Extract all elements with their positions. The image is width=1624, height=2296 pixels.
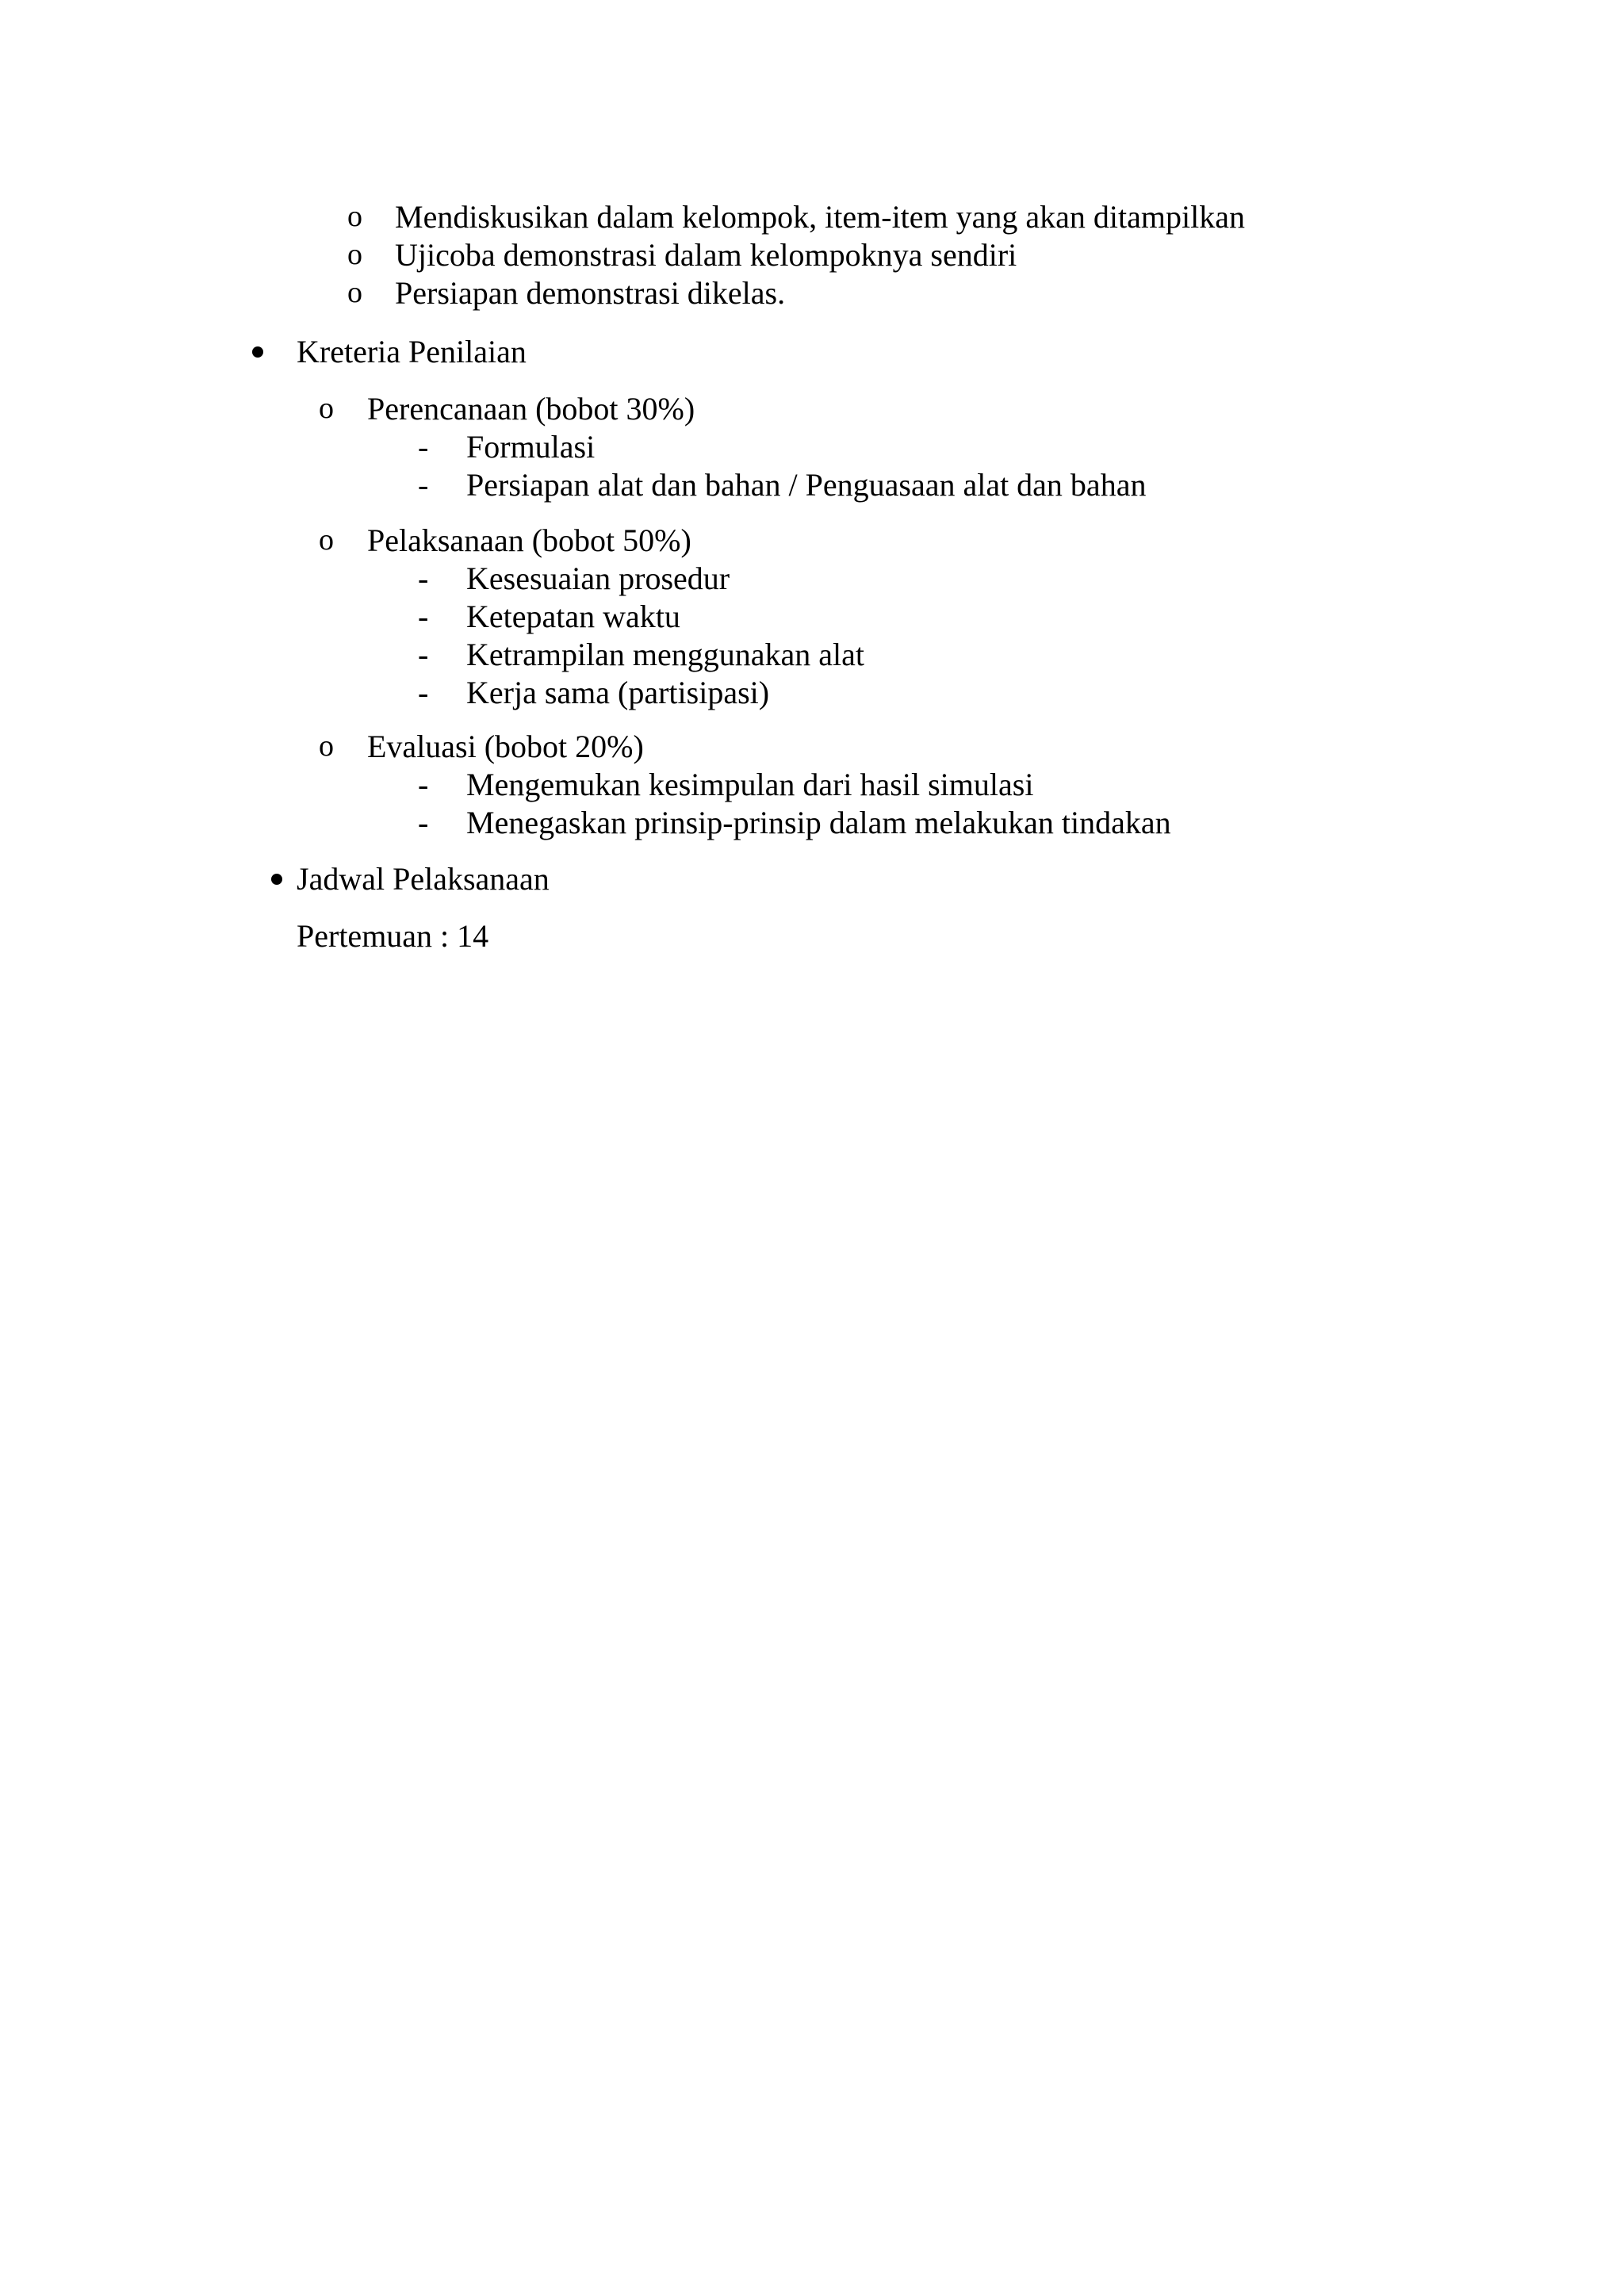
dash-marker: - — [418, 805, 429, 840]
kriteria-item: Kesesuaian prosedur — [466, 561, 730, 596]
dash-marker: - — [418, 767, 429, 802]
kriteria-item: Ketrampilan menggunakan alat — [466, 637, 865, 672]
intro-item: Mendiskusikan dalam kelompok, item-item yang akan ditampilkan — [395, 199, 1245, 235]
kriteria-item: Menegaskan prinsip-prinsip dalam melakukan tindakan — [466, 805, 1171, 840]
intro-item: Persiapan demonstrasi dikelas. — [395, 275, 786, 311]
circle-marker: o — [347, 238, 362, 271]
kriteria-group-label: Evaluasi (bobot 20%) — [367, 729, 644, 764]
kriteria-heading: Kreteria Penilaian — [297, 334, 527, 369]
dash-marker: - — [418, 561, 429, 596]
circle-marker: o — [319, 392, 334, 425]
kriteria-item: Persiapan alat dan bahan / Penguasaan alat dan bahan — [466, 467, 1147, 503]
circle-marker: o — [347, 200, 362, 233]
dash-marker: - — [418, 467, 429, 503]
dash-marker: - — [418, 675, 429, 710]
circle-marker: o — [347, 276, 362, 309]
kriteria-group-label: Perencanaan (bobot 30%) — [367, 391, 695, 427]
bullet-dot-icon — [271, 874, 282, 885]
bullet-dot-icon — [252, 346, 263, 358]
kriteria-item: Mengemukan kesimpulan dari hasil simulasi — [466, 767, 1034, 802]
dash-marker: - — [418, 599, 429, 634]
kriteria-item: Formulasi — [466, 429, 596, 465]
kriteria-group-label: Pelaksanaan (bobot 50%) — [367, 522, 691, 558]
meeting-text: Pertemuan : 14 — [297, 918, 489, 954]
circle-marker: o — [319, 523, 334, 557]
dash-marker: - — [418, 637, 429, 672]
kriteria-item: Kerja sama (partisipasi) — [466, 675, 770, 710]
intro-item: Ujicoba demonstrasi dalam kelompoknya sendiri — [395, 237, 1017, 273]
dash-marker: - — [418, 429, 429, 465]
kriteria-item: Ketepatan waktu — [466, 599, 680, 634]
jadwal-heading: Jadwal Pelaksanaan — [297, 861, 550, 897]
circle-marker: o — [319, 729, 334, 763]
